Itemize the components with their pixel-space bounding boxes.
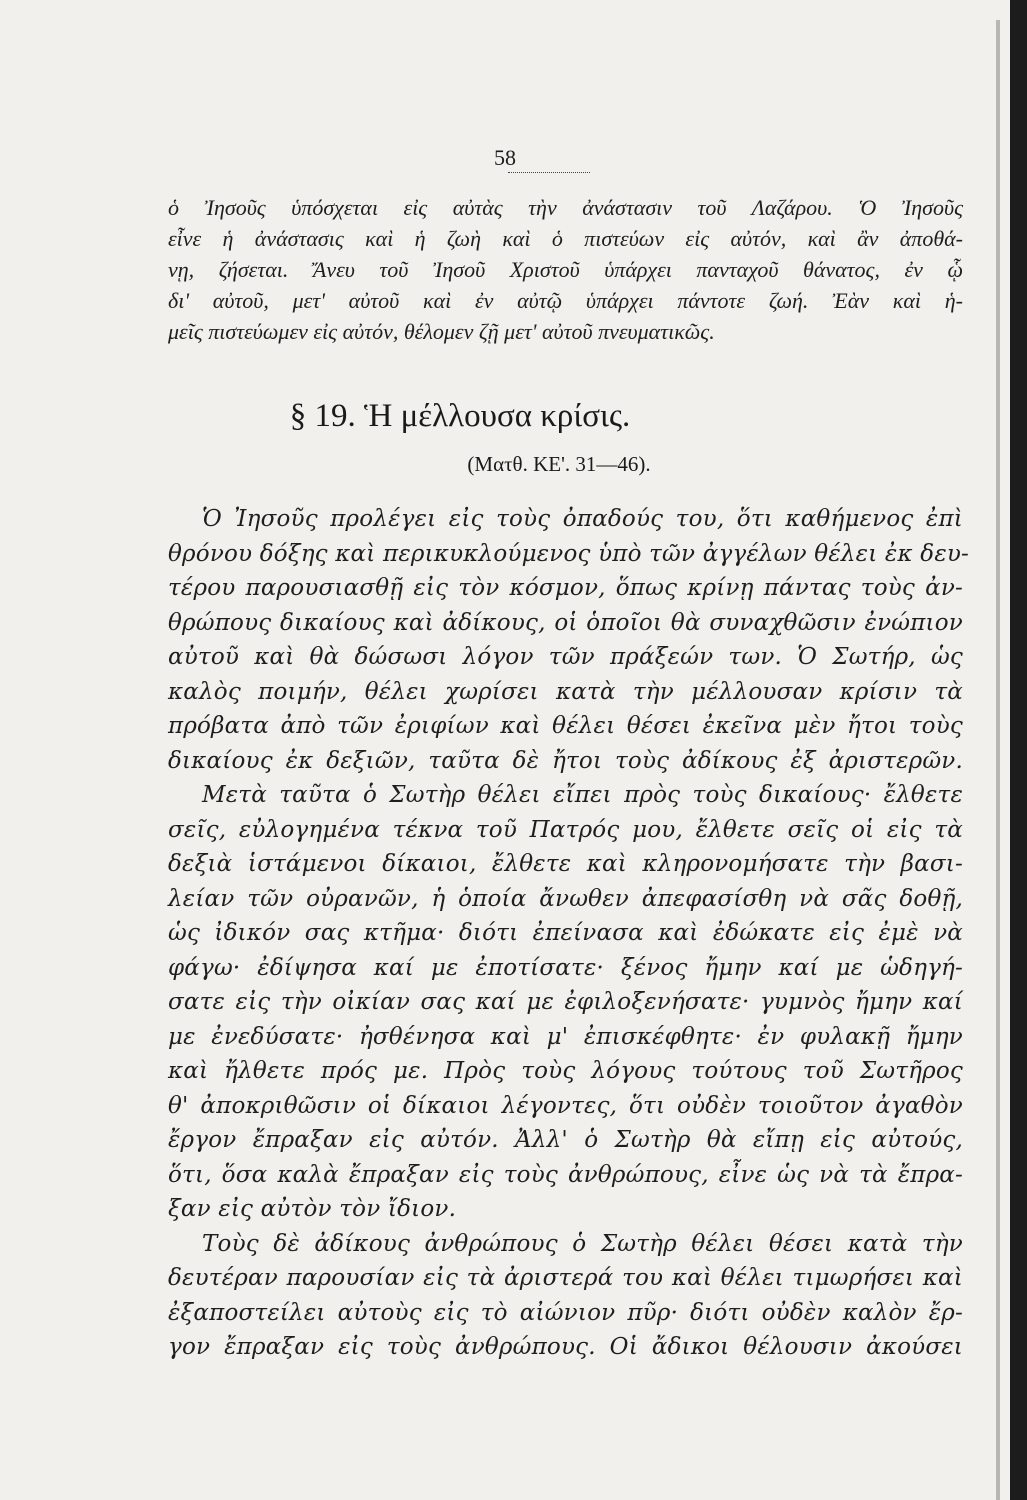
- paragraph-2: [168, 778, 963, 1227]
- paragraph-3: [168, 1227, 963, 1365]
- paragraph-line: καὶ ἤλθετε πρός με. Πρὸς τοὺς λόγους τούτους τοῦ Σωτῆρος: [168, 1058, 963, 1084]
- intro-paragraph: [168, 192, 963, 347]
- paragraph-line: πρόβατα ἀπὸ τῶν ἐριφίων καὶ θέλει θέσει ἐκεῖνα μὲν ἤτοι τοὺς: [168, 713, 963, 739]
- page-edge-line: [996, 20, 1000, 1500]
- paragraph-line: δεξιὰ ἱστάμενοι δίκαιοι, ἔλθετε καὶ κληρονομήσατε τὴν βασι-: [168, 851, 963, 877]
- paragraph-line: τέρου παρουσιασθῇ εἰς τὸν κόσμον, ὅπως κρίνῃ πάντας τοὺς ἀν-: [168, 575, 963, 601]
- paragraph-line: Μετὰ ταῦτα ὁ Σωτὴρ θέλει εἴπει πρὸς τοὺς δικαίους· ἔλθετε: [202, 782, 963, 808]
- intro-line: δι' αὐτοῦ, μετ' αὐτοῦ καὶ ἐν αὐτῷ ὑπάρχει πάντοτε ζωή. Ἐὰν καὶ ἡ-: [168, 288, 963, 313]
- paragraph-line: ὡς ἰδικόν σας κτῆμα· διότι ἐπείνασα καὶ ἐδώκατε εἰς ἐμὲ νὰ: [168, 920, 963, 946]
- paragraph-line: ξαν εἰς αὐτὸν τὸν ἴδιον.: [168, 1196, 457, 1222]
- section-reference: (Ματθ. ΚΕ'. 31—46).: [467, 452, 651, 476]
- paragraph-line: λείαν τῶν οὐρανῶν, ἡ ὁποία ἄνωθεν ἀπεφασίσθη νὰ σᾶς δοθῇ,: [168, 885, 963, 912]
- paragraph-line: ἔργον ἔπραξαν εἰς αὐτόν. Ἀλλ' ὁ Σωτὴρ θὰ εἴπῃ εἰς αὐτούς,: [168, 1127, 963, 1153]
- intro-line: μεῖς πιστεύωμεν εἰς αὐτόν, θέλομεν ζῇ μετ' αὐτοῦ πνευματικῶς.: [168, 319, 715, 344]
- paragraph-line: Τοὺς δὲ ἀδίκους ἀνθρώπους ὁ Σωτὴρ θέλει θέσει κατὰ τὴν: [202, 1230, 963, 1257]
- paragraph-1: [168, 502, 970, 778]
- body-text: [168, 502, 970, 1365]
- paragraph-line: θ' ἀποκριθῶσιν οἱ δίκαιοι λέγοντες, ὅτι οὐδὲν τοιοῦτον ἀγαθὸν: [168, 1092, 963, 1119]
- intro-line: εἶνε ἡ ἀνάστασις καὶ ἡ ζωὴ καὶ ὁ πιστεύων εἰς αὐτόν, καὶ ἂν ἀποθά-: [168, 226, 963, 251]
- paragraph-line: Ὁ Ἰησοῦς προλέγει εἰς τοὺς ὀπαδούς του, ὅτι καθήμενος ἐπὶ: [202, 506, 963, 532]
- paragraph-line: σατε εἰς τὴν οἰκίαν σας καί με ἐφιλοξενήσατε· γυμνὸς ἤμην καί: [168, 989, 963, 1015]
- page-number-rule: [508, 172, 590, 173]
- paragraph-line: καλὸς ποιμήν, θέλει χωρίσει κατὰ τὴν μέλλουσαν κρίσιν τὰ: [168, 678, 963, 705]
- paragraph-line: με ἐνεδύσατε· ἠσθένησα καὶ μ' ἐπισκέφθητε· ἐν φυλακῇ ἤμην: [168, 1023, 963, 1050]
- paragraph-line: δευτέραν παρουσίαν εἰς τὰ ἀριστερά του καὶ θέλει τιμωρήσει καὶ: [168, 1265, 963, 1291]
- paragraph-line: σεῖς, εὐλογημένα τέκνα τοῦ Πατρός μου, ἔλθετε σεῖς οἱ εἰς τὰ: [168, 816, 963, 843]
- paragraph-line: δικαίους ἐκ δεξιῶν, ταῦτα δὲ ἤτοι τοὺς ἀδίκους ἐξ ἀριστερῶν.: [168, 747, 963, 774]
- paragraph-line: φάγω· ἐδίψησα καί με ἐποτίσατε· ξένος ἤμην καί με ὡδηγή-: [168, 954, 963, 981]
- paragraph-line: ἐξαποστείλει αὐτοὺς εἰς τὸ αἰώνιον πῦρ· διότι οὐδὲν καλὸν ἔρ-: [168, 1299, 963, 1326]
- page-number: 58: [494, 145, 516, 170]
- paragraph-line: ὅτι, ὅσα καλὰ ἔπραξαν εἰς τοὺς ἀνθρώπους, εἶνε ὡς νὰ τὰ ἔπρα-: [168, 1161, 963, 1188]
- intro-line: ὁ Ἰησοῦς ὑπόσχεται εἰς αὐτὰς τὴν ἀνάστασιν τοῦ Λαζάρου. Ὁ Ἰησοῦς: [168, 195, 963, 220]
- paragraph-line: αὐτοῦ καὶ θὰ δώσωσι λόγον τῶν πράξεών των. Ὁ Σωτήρ, ὡς: [168, 644, 963, 670]
- paragraph-line: γον ἔπραξαν εἰς τοὺς ἀνθρώπους. Οἱ ἄδικοι θέλουσιν ἀκούσει: [168, 1334, 963, 1360]
- scan-border: [1010, 0, 1027, 1500]
- paragraph-line: θρόνου δόξης καὶ περικυκλούμενος ὑπὸ τῶν ἀγγέλων θέλει ἐκ δευ-: [168, 540, 970, 567]
- intro-line: νῃ, ζήσεται. Ἄνευ τοῦ Ἰησοῦ Χριστοῦ ὑπάρχει πανταχοῦ θάνατος, ἐν ᾧ: [168, 257, 963, 282]
- section-title: § 19. Ἡ μέλλουσα κρίσις.: [289, 398, 631, 434]
- paragraph-line: θρώπους δικαίους καὶ ἀδίκους, οἱ ὁποῖοι θὰ συναχθῶσιν ἐνώπιον: [168, 609, 963, 636]
